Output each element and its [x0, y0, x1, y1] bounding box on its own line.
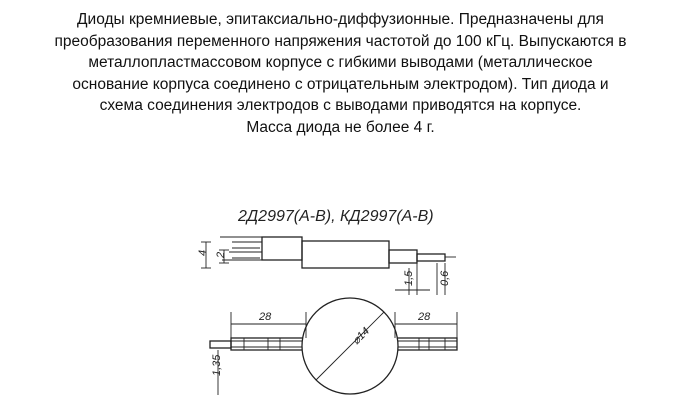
- description-line: Диоды кремниевые, эпитаксиально-диффузионные. Предназначены для: [77, 11, 604, 28]
- dim-lead-width: 1,35: [211, 354, 223, 376]
- dim-lead-tip: 0,6: [439, 270, 451, 286]
- description-line: Масса диода не более 4 г.: [246, 118, 435, 136]
- dim-lead-length-left: 28: [259, 311, 272, 323]
- side-view: [201, 237, 456, 295]
- description-line: преобразования переменного напряжения частотой до 100 кГц. Выпускаются в: [54, 32, 627, 50]
- drawing-title: 2Д2997(А-В), КД2997(А-В): [238, 208, 434, 225]
- dim-diameter: ⌀14: [350, 325, 373, 348]
- dim-height-outer: 4: [197, 249, 209, 256]
- dim-height-inner: 2: [215, 251, 227, 258]
- dim-lead-length-right: 28: [418, 311, 431, 323]
- description-line: схема соединения электродов с выводами приводятся на корпусе.: [99, 97, 582, 114]
- dim-lead-thickness: 1,5: [403, 270, 415, 286]
- description-line: основание корпуса соединено с отрицательным электродом). Тип диода и: [72, 75, 609, 93]
- description-line: металлопластмассовом корпусе с гибкими выводами (металлическое: [88, 54, 593, 71]
